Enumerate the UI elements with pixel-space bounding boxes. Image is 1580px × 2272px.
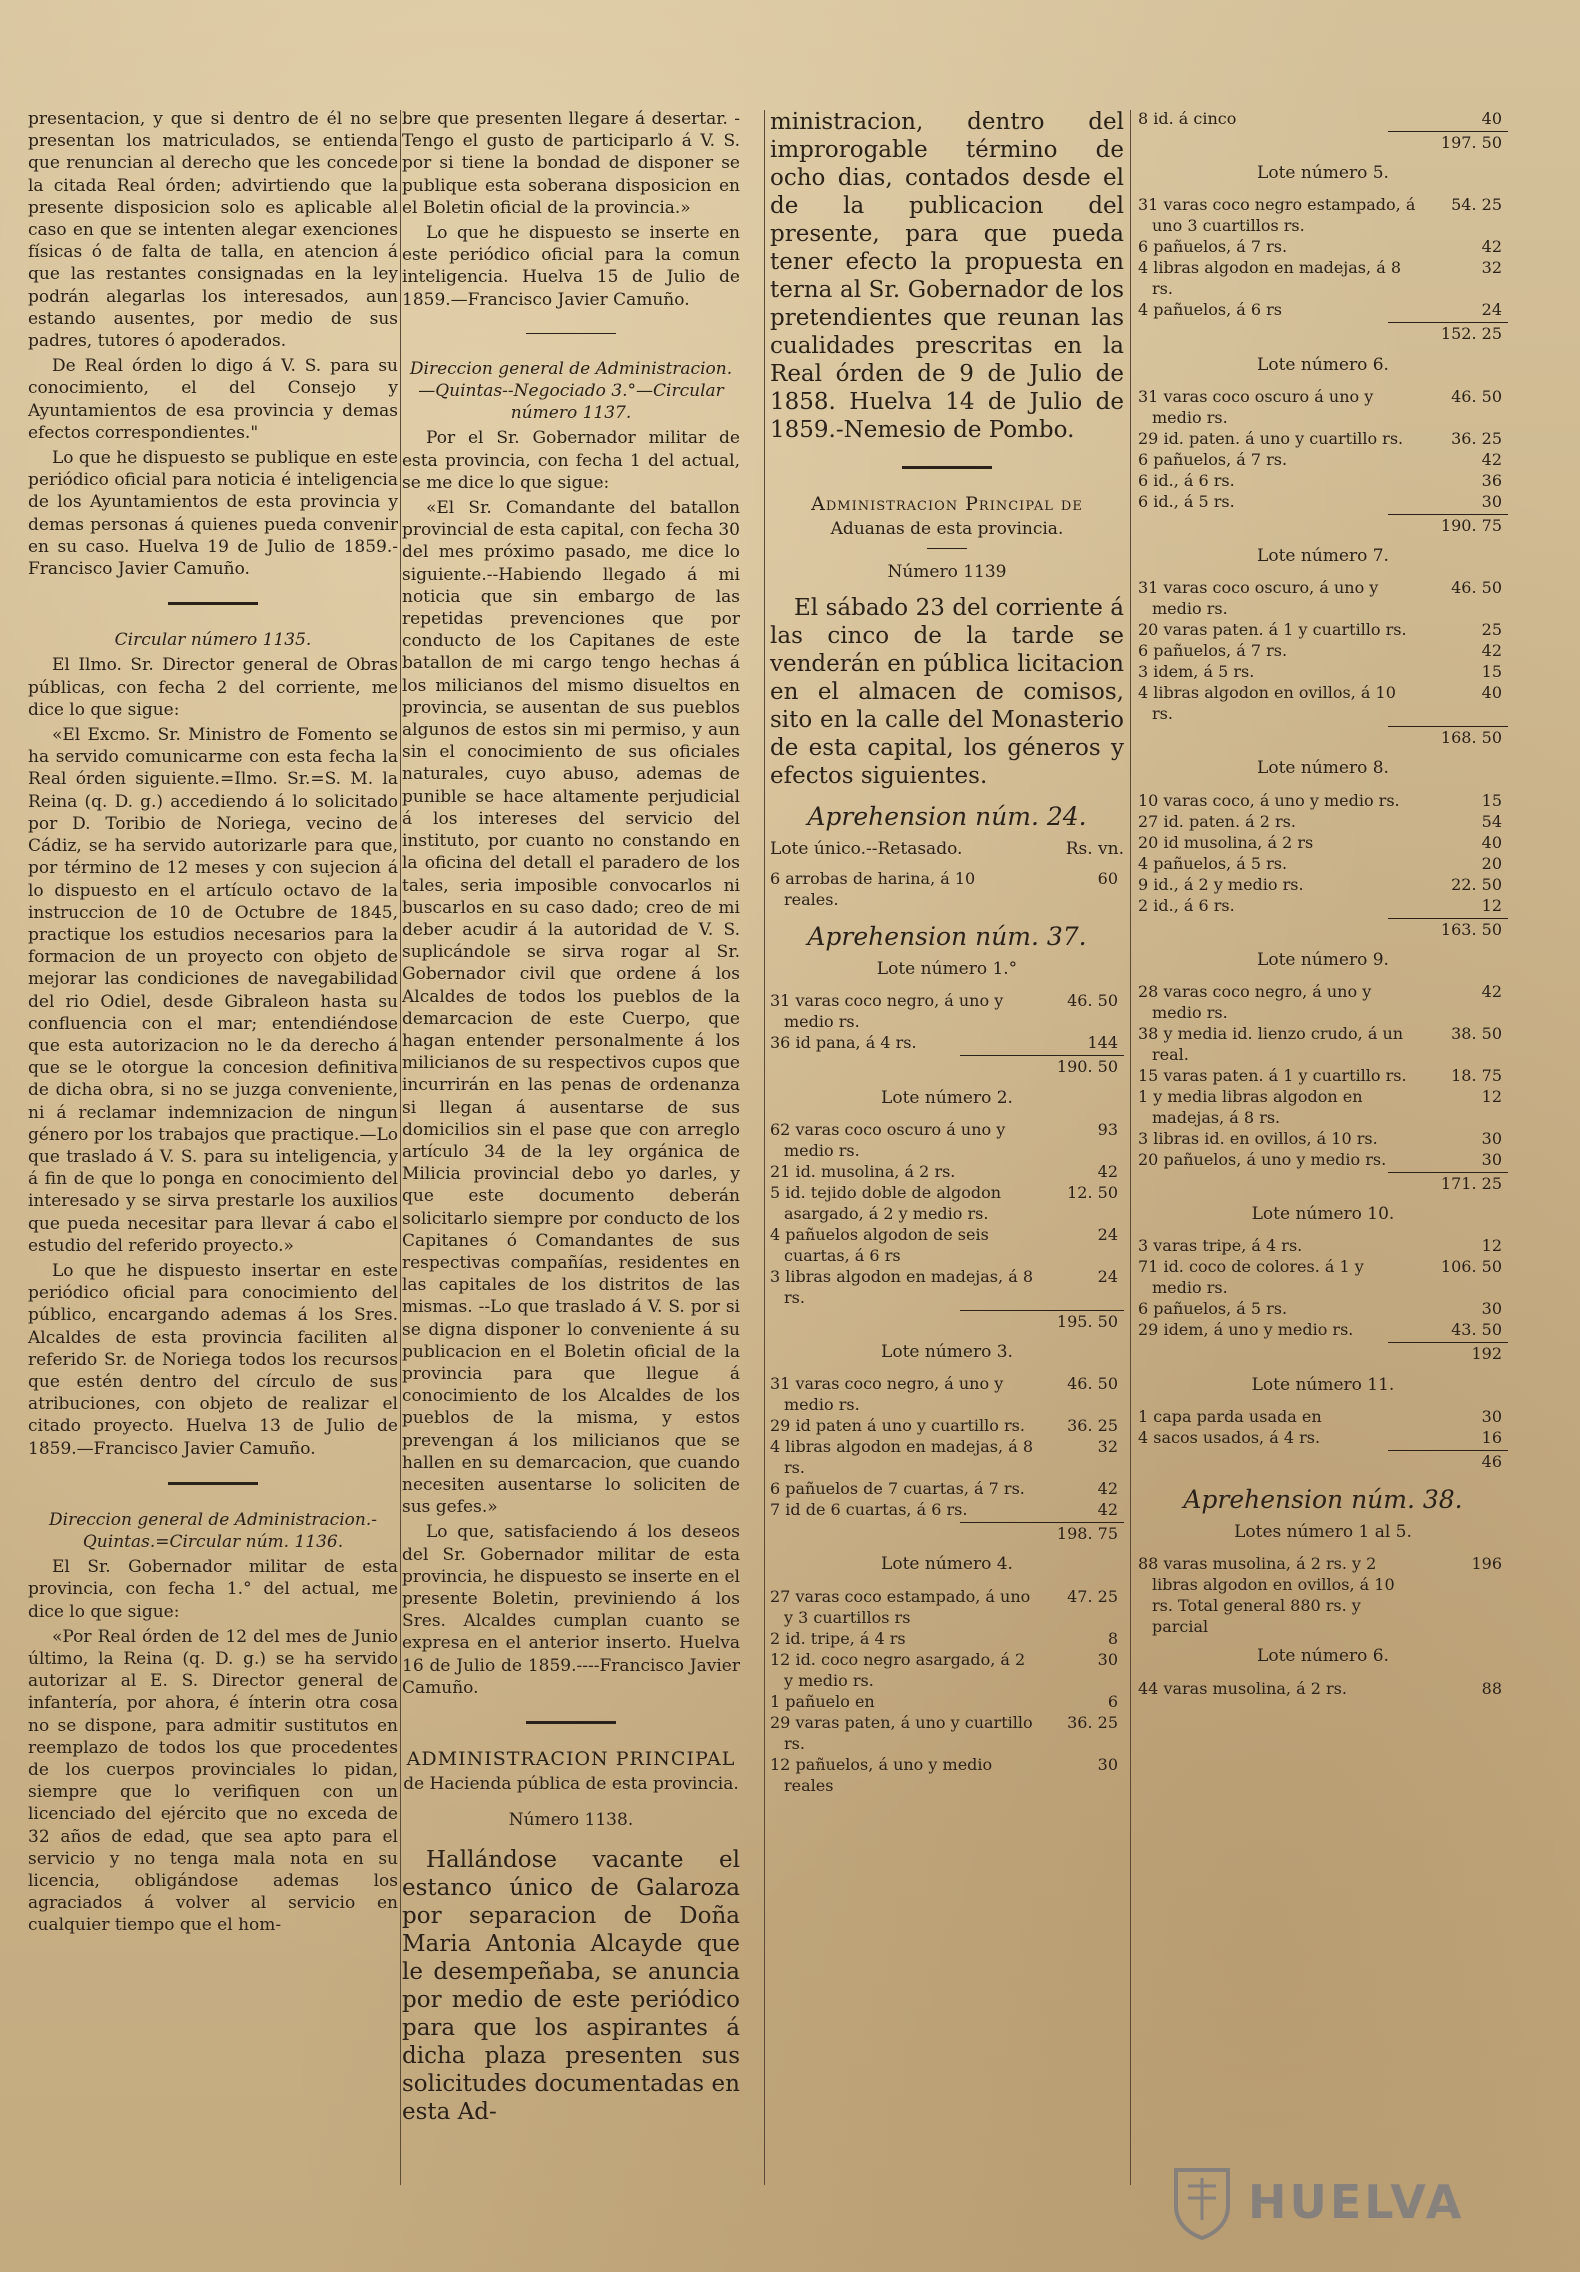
paragraph: De Real órden lo digo á V. S. para su conocimiento, el del Consejo y Ayuntamientos de esa provincia y demas efectos correspondientes." <box>28 356 398 443</box>
item-description: 3 idem, á 5 rs. <box>1138 662 1255 682</box>
item-description: 27 id. paten. á 2 rs. <box>1138 811 1296 831</box>
item-description: 31 varas coco negro estampado, á uno 3 cuartillos rs. <box>1138 195 1416 236</box>
item-description: 4 libras algodon en madejas, á 8 rs. <box>770 1437 1033 1478</box>
lot-items <box>1138 1235 1508 1340</box>
lot-items <box>1138 194 1508 320</box>
item-description: 21 id. musolina, á 2 rs. <box>770 1161 956 1181</box>
lot-item <box>1138 811 1508 832</box>
item-description: 4 sacos usados, á 4 rs. <box>1138 1427 1321 1447</box>
item-description: 1 capa parda usada en <box>1138 1406 1322 1426</box>
lot-item <box>1138 1298 1508 1319</box>
lot-total: 163. 50 <box>1388 918 1508 941</box>
lot-items <box>1138 386 1508 512</box>
item-value: 30 <box>1097 1649 1118 1669</box>
lot-item <box>1138 428 1508 449</box>
lot-heading: Lote número 1.° <box>876 959 1018 980</box>
item-description: 29 idem, á uno y medio rs. <box>1138 1320 1354 1340</box>
item-description: 88 varas musolina, á 2 rs. y 2 libras algodon en ovillos, á 10 rs. Total general 880 rs. y parcial <box>1138 1554 1395 1637</box>
paragraph: Lo que, satisfaciendo á los deseos del Sr. Gobernador militar de esta provincia, he dispuesto se inserte en el presente Boletin, previniendo á los Sres. Alcaldes cumplan cuanto se expresa en el anterior inserto. Huelva 16 de Julio de 1859.----Francisco Javier Camuño. <box>402 1522 740 1698</box>
lot-item <box>770 1182 1124 1224</box>
item-description: 28 varas coco negro, á uno y medio rs. <box>1138 982 1372 1023</box>
lot-heading: Lote número 6. <box>1257 354 1389 375</box>
item-description: 6 id., á 6 rs. <box>1138 470 1235 490</box>
item-value: 42 <box>1481 449 1502 469</box>
item-value: 6 <box>1107 1691 1118 1711</box>
item-value: 12 <box>1481 1087 1502 1107</box>
lot-heading: Lote número 10. <box>1251 1204 1395 1225</box>
section-heading: ADMINISTRACION PRINCIPAL <box>406 1748 736 1771</box>
section-subheading: de Hacienda pública de esta provincia. <box>403 1774 739 1795</box>
lot-item <box>1138 194 1508 236</box>
item-value: 30 <box>1097 1754 1118 1774</box>
lot-item <box>770 1691 1124 1712</box>
item-description: 8 id. á cinco <box>1138 109 1237 128</box>
lot-item <box>1138 1427 1508 1448</box>
lot-items <box>1138 108 1508 129</box>
item-value: 30 <box>1481 1129 1502 1149</box>
item-value: 25 <box>1481 620 1502 640</box>
section-divider <box>902 466 992 469</box>
section-heading: Administracion Principal de <box>811 493 1083 515</box>
item-description: 4 libras algodon en madejas, á 8 rs. <box>1138 258 1401 299</box>
lot-item <box>1138 1023 1508 1065</box>
item-description: 15 varas paten. á 1 y cuartillo rs. <box>1138 1066 1407 1086</box>
item-value: 54 <box>1481 811 1502 831</box>
item-value: 46. 50 <box>1067 991 1118 1011</box>
lot-item <box>1138 853 1508 874</box>
paragraph: bre que presenten llegare á desertar. -Tengo el gusto de participarlo á V. S. por si tiene la bondad de disponer se publique esta soberana disposicion en el Boletin oficial de la provincia.» <box>402 109 740 218</box>
item-description: 4 pañuelos, á 5 rs. <box>1138 853 1288 873</box>
item-description: 3 libras id. en ovillos, á 10 rs. <box>1138 1129 1378 1149</box>
lot-heading: Lote número 7. <box>1257 546 1389 567</box>
lot-item <box>1138 790 1508 811</box>
section-subheading: Aduanas de esta provincia. <box>830 519 1064 540</box>
item-description: 5 id. tejido doble de algodon asargado, á 2 y medio rs. <box>770 1182 1002 1223</box>
paragraph: «Por Real órden de 12 del mes de Junio último, la Reina (q. D. g.) se ha servido autorizar al E. S. Director general de infantería, por ahora, é ínterin otra cosa no se dispone, para admitir sustitutos en reemplazo de todos los que procedentes de los cuerpos provinciales lo pidan, siempre que lo verifiquen con un licenciado del ejército que no exceda de 32 años de edad, que sea apto para el servicio y no tenga mala nota en su licencia, obligándose ademas los agraciados á volver al servicio en cualquier tiempo que el hom- <box>28 1626 398 1936</box>
lot-items <box>1138 1406 1508 1448</box>
lot-item <box>770 1032 1124 1053</box>
item-value: 42 <box>1097 1161 1118 1181</box>
lot-heading: Lote número 8. <box>1257 758 1389 779</box>
lot-item <box>770 1499 1124 1520</box>
item-description: 31 varas coco negro, á uno y medio rs. <box>770 1374 1004 1415</box>
item-description: 29 varas paten, á uno y cuartillo rs. <box>770 1712 1033 1753</box>
item-value: 24 <box>1097 1266 1118 1286</box>
lot-items <box>1138 790 1508 916</box>
column-rule <box>1130 110 1131 2185</box>
item-description: 6 pañuelos de 7 cuartas, á 7 rs. <box>770 1479 1025 1499</box>
item-value: 46. 50 <box>1067 1374 1118 1394</box>
lot-item <box>1138 1086 1508 1128</box>
lot-item <box>770 1266 1124 1308</box>
lot-heading: Lote número 6. <box>1257 1646 1389 1667</box>
item-description: 38 y media id. lienzo crudo, á un real. <box>1138 1024 1404 1065</box>
item-value: 36 <box>1481 470 1502 490</box>
item-description: 7 id de 6 cuartas, á 6 rs. <box>770 1500 968 1520</box>
lot-items <box>770 1119 1124 1308</box>
lot-items <box>1138 577 1508 724</box>
column-rule <box>764 110 765 2185</box>
item-value: 24 <box>1481 300 1502 320</box>
item-value: 12 <box>1481 895 1502 915</box>
item-value: 144 <box>1087 1033 1118 1053</box>
lot-item <box>770 990 1124 1032</box>
lot-item <box>1138 981 1508 1023</box>
item-value: 18. 75 <box>1451 1066 1502 1086</box>
item-value: 16 <box>1481 1427 1502 1447</box>
item-description: 6 arrobas de harina, á 10 reales. <box>770 869 976 910</box>
lot-total: 192 <box>1388 1342 1508 1365</box>
lot-item <box>1138 1406 1508 1427</box>
item-value: 22. 50 <box>1451 874 1502 894</box>
item-description: 20 pañuelos, á uno y medio rs. <box>1138 1150 1387 1170</box>
paragraph: «El Excmo. Sr. Ministro de Fomento se ha servido comunicarme con esta fecha la Real órden siguiente.=Ilmo. Sr.=S. M. la Reina (q. D. g.) accediendo á lo solicitado por D. Toribio de Noriega, vecino de Cádiz, se ha servido autorizarle para que, por término de 12 meses y con sujecion á lo dispuesto en el artículo octavo de la instruccion de 10 de Octubre de 1845, practique los estudios necesarios para la formacion de un proyecto con objeto de mejorar las condiciones de navegabilidad del rio Odiel, desde Gibraleon hasta su confluencia con el mar; entendiéndose que esta autorizacion no le da derecho á que se le otorgue la concesion definitiva de dicha obra, si no se juzga conveniente, ni á reclamar indemnizacion de ningun género por los trabajos que practique.—Lo que traslado á V. S. para su inteligencia, y á fin de que lo ponga en conocimiento del interesado y se sirva prestarle los auxilios que pueda necesitar para llevar á cabo el estudio del referido proyecto.» <box>28 725 398 1256</box>
paragraph: presentacion, y que si dentro de él no se presentan los matriculados, se entienda que renuncian al derecho que les concede la citada Real órden; advirtiendo que la presente disposicion solo es aplicable al caso en que se intenten alegar exenciones físicas ó de falta de talla, en atencion á que las restantes consignadas en la ley podrán alegarlas los interesados, aun estando ausentes, por medio de sus padres, tutores ó apoderados. <box>28 109 398 352</box>
item-description: 31 varas coco oscuro, á uno y medio rs. <box>1138 578 1379 619</box>
lot-item <box>770 1586 1124 1628</box>
item-value: 42 <box>1097 1479 1118 1499</box>
seizure-heading: Aprehension núm. 24. <box>807 801 1087 831</box>
item-description: 4 libras algodon en ovillos, á 10 rs. <box>1138 683 1396 724</box>
item-value: 42 <box>1097 1500 1118 1520</box>
notice-number: Número 1138. <box>508 1810 634 1831</box>
item-description: 6 id., á 5 rs. <box>1138 491 1235 511</box>
item-value: 15 <box>1481 790 1502 810</box>
lot-item <box>1138 1235 1508 1256</box>
seizure-heading: Aprehension núm. 38. <box>1183 1485 1463 1515</box>
lot-item <box>1138 682 1508 724</box>
lot-item <box>1138 386 1508 428</box>
lot-item <box>1138 1128 1508 1149</box>
lot-item <box>1138 470 1508 491</box>
lot-item <box>770 1119 1124 1161</box>
watermark-text: HUELVA <box>1248 2175 1465 2229</box>
table-header <box>770 838 1124 860</box>
item-description: 44 varas musolina, á 2 rs. <box>1138 1678 1347 1698</box>
item-description: 6 pañuelos, á 7 rs. <box>1138 641 1288 661</box>
item-description: 20 varas paten. á 1 y cuartillo rs. <box>1138 620 1407 640</box>
paragraph: El sábado 23 del corriente á las cinco de la tarde se venderán en pública licitacion en el almacen de comisos, sito en la calle del Monasterio de esta capital, los géneros y efectos siguientes. <box>770 594 1124 789</box>
lot-item <box>770 1224 1124 1266</box>
item-description: 20 id musolina, á 2 rs <box>1138 832 1314 852</box>
lot-items <box>770 868 1124 910</box>
lot-item <box>1138 661 1508 682</box>
lot-total: 197. 50 <box>1388 131 1508 154</box>
lot-total: 171. 25 <box>1388 1172 1508 1195</box>
paragraph: «El Sr. Comandante del batallon provincial de esta capital, con fecha 30 del mes próximo pasado, me dice lo siguiente.--Habiendo llegado á mi noticia que sin embargo de las repetidas prevenciones que por conducto de los Capitanes de este batallon de mi cargo tengo hechas á los milicianos del mismo disueltos en provincia, se ausentan de sus pueblos algunos de estos sin mi permiso, y aun sin el conocimiento de sus oficiales naturales, cuyo abuso, ademas de punible se hace altamente perjudicial á los intereses del servicio del instituto, por cuanto no constando en la oficina del detall el paradero de los tales, seria imposible convocarlos ni buscarlos en su caso dado; creo de mi deber acudir á la autoridad de V. S. suplicándole se sirva rogar al Sr. Gobernador civil que ordene á los Alcaldes de todos los pueblos de la demarcacion de este Cuerpo, que hagan entender personalmente á los milicianos de su respectivos cupos que incurrirán en las penas de ordenanza si llegan á ausentarse de sus domicilios sin el pase que con arreglo artículo 34 de la ley orgánica de Milicia provincial debo yo darles, y que este documento deberán solicitarlo siempre por conducto de los Capitanes ó Comandantes de sus respectivas compañías, residentes en las capitales de los distritos de las mismas. --Lo que traslado á V. S. por si se digna disponer lo conveniente á su publicacion en el Boletin oficial de la provincia para que llegue á conocimiento de los Alcaldes de los pueblos de la misma, y estos prevengan á los milicianos que se hallen en su demarcacion, que cuando necesiten ausentarse lo soliciten de sus gefes.» <box>402 498 740 1518</box>
lot-item <box>1138 874 1508 895</box>
paragraph: El Ilmo. Sr. Director general de Obras públicas, con fecha 2 del corriente, me dice lo que sigue: <box>28 655 398 720</box>
column-1 <box>28 108 398 1940</box>
lot-item <box>1138 299 1508 320</box>
item-value: 46. 50 <box>1451 386 1502 406</box>
lot-heading: Lote número 11. <box>1251 1374 1395 1395</box>
item-value: 40 <box>1481 109 1502 128</box>
item-value: 46. 50 <box>1451 578 1502 598</box>
item-value: 36. 25 <box>1067 1416 1118 1436</box>
lot-items <box>1138 1553 1508 1637</box>
lot-heading: Lote número 9. <box>1257 949 1389 970</box>
lot-items <box>1138 1678 1508 1699</box>
lot-item <box>1138 619 1508 640</box>
item-value: 30 <box>1481 1150 1502 1170</box>
lot-item <box>770 1478 1124 1499</box>
lot-item <box>1138 1319 1508 1340</box>
lot-item <box>1138 640 1508 661</box>
currency-label: Rs. vn. <box>1065 838 1124 859</box>
item-value: 36. 25 <box>1451 428 1502 448</box>
item-value: 88 <box>1481 1678 1502 1698</box>
item-value: 42 <box>1481 237 1502 257</box>
lot-label: Lote único.--Retasado. <box>770 838 963 859</box>
item-value: 20 <box>1481 853 1502 873</box>
paragraph: ministracion, dentro del improrogable término de ocho dias, contados desde el de la publicacion del presente, para que pueda tener efecto la propuesta en terna al Sr. Gobernador de los pretendientes que reunan las cualidades prescritas en la Real órden de 9 de Julio de 1858. Huelva 14 de Julio de 1859.-Nemesio de Pombo. <box>770 109 1124 443</box>
item-value: 12. 50 <box>1067 1182 1118 1202</box>
lot-total: 46 <box>1388 1450 1508 1473</box>
paragraph: El Sr. Gobernador militar de esta provincia, con fecha 1.° del actual, me dice lo que sigue: <box>28 1557 398 1622</box>
item-description: 71 id. coco de colores. á 1 y medio rs. <box>1138 1257 1364 1298</box>
column-3 <box>770 108 1124 1796</box>
lot-total: 190. 75 <box>1388 514 1508 537</box>
lot-item <box>770 1712 1124 1754</box>
column-2 <box>402 108 740 2129</box>
lot-item <box>770 1415 1124 1436</box>
item-description: 6 pañuelos, á 7 rs. <box>1138 237 1288 257</box>
item-value: 38. 50 <box>1451 1024 1502 1044</box>
item-description: 12 id. coco negro asargado, á 2 y medio rs. <box>770 1649 1026 1690</box>
lot-item <box>1138 257 1508 299</box>
lot-item <box>1138 1065 1508 1086</box>
circular-heading: Circular número 1135. <box>114 630 312 651</box>
lot-total: 152. 25 <box>1388 322 1508 345</box>
lot-item <box>1138 1256 1508 1298</box>
item-value: 30 <box>1481 1406 1502 1426</box>
item-value: 24 <box>1097 1224 1118 1244</box>
lot-item <box>770 1161 1124 1182</box>
item-value: 60 <box>1097 869 1118 889</box>
item-value: 32 <box>1481 258 1502 278</box>
item-description: 29 id paten á uno y cuartillo rs. <box>770 1416 1025 1436</box>
lot-item <box>1138 895 1508 916</box>
lot-total: 198. 75 <box>960 1522 1124 1545</box>
item-value: 30 <box>1481 491 1502 511</box>
lot-items <box>1138 981 1508 1170</box>
paragraph: Lo que he dispuesto se publique en este periódico oficial para noticia é inteligencia de los Ayuntamientos de esta provincia y demas personas á quienes pueda convenir en su caso. Huelva 19 de Julio de 1859.-Francisco Javier Camuño. <box>28 448 398 580</box>
item-value: 106. 50 <box>1440 1257 1502 1277</box>
item-description: 2 id., á 6 rs. <box>1138 895 1235 915</box>
lot-item <box>1138 491 1508 512</box>
item-value: 12 <box>1481 1236 1502 1256</box>
paragraph: Hallándose vacante el estanco único de Galaroza por separacion de Doña Maria Antonia Alcayde que le desempeñaba, se anuncia por medio de este periódico para que los aspirantes á dicha plaza presenten sus solicitudes documentadas en esta Ad- <box>402 1846 740 2125</box>
lot-item <box>770 1754 1124 1796</box>
lot-heading: Lote número 4. <box>881 1554 1013 1575</box>
item-description: 62 varas coco oscuro á uno y medio rs. <box>770 1119 1006 1160</box>
item-value: 32 <box>1097 1437 1118 1457</box>
lot-total: 190. 50 <box>960 1055 1124 1078</box>
item-value: 196 <box>1471 1554 1502 1574</box>
lot-item <box>1138 1553 1508 1637</box>
item-value: 42 <box>1481 982 1502 1002</box>
seizure-heading: Aprehension núm. 37. <box>807 922 1087 952</box>
lot-total: 195. 50 <box>960 1310 1124 1333</box>
notice-number: Número 1139 <box>887 562 1007 583</box>
section-divider <box>526 1721 616 1724</box>
item-description: 31 varas coco oscuro á uno y medio rs. <box>1138 386 1374 427</box>
item-description: 3 varas tripe, á 4 rs. <box>1138 1236 1303 1256</box>
item-value: 40 <box>1481 832 1502 852</box>
paragraph: Lo que he dispuesto se inserte en este periódico oficial para la comun inteligencia. Huelva 15 de Julio de 1859.—Francisco Javier Camuño. <box>402 223 740 310</box>
item-value: 15 <box>1481 662 1502 682</box>
lot-item <box>1138 449 1508 470</box>
lot-heading: Lotes número 1 al 5. <box>1234 1522 1412 1543</box>
item-description: 4 pañuelos algodon de seis cuartas, á 6 rs <box>770 1224 989 1265</box>
section-divider <box>168 602 258 605</box>
item-value: 93 <box>1097 1119 1118 1139</box>
lot-heading: Lote número 2. <box>881 1087 1013 1108</box>
section-divider <box>168 1482 258 1485</box>
item-value: 43. 50 <box>1451 1320 1502 1340</box>
lot-heading: Lote número 3. <box>881 1342 1013 1363</box>
crest-icon <box>1170 2164 1234 2240</box>
lot-item <box>1138 577 1508 619</box>
column-4 <box>1138 108 1508 1699</box>
circular-heading: Direccion general de Administracion. —Quintas--Negociado 3.°—Circular número 1137. <box>409 358 733 424</box>
column-rule <box>400 110 401 2185</box>
lot-items <box>770 1586 1124 1796</box>
item-value: 30 <box>1481 1299 1502 1319</box>
item-description: 6 pañuelos, á 5 rs. <box>1138 1299 1288 1319</box>
item-value: 42 <box>1481 641 1502 661</box>
lot-items <box>770 990 1124 1053</box>
lot-item <box>770 1649 1124 1691</box>
item-value: 54. 25 <box>1451 195 1502 215</box>
item-description: 6 pañuelos, á 7 rs. <box>1138 449 1288 469</box>
lot-heading: Lote número 5. <box>1257 163 1389 184</box>
item-description: 10 varas coco, á uno y medio rs. <box>1138 790 1400 810</box>
item-description: 3 libras algodon en madejas, á 8 rs. <box>770 1266 1033 1307</box>
item-value: 8 <box>1107 1628 1118 1648</box>
circular-heading: Direccion general de Administracion.-Quintas.=Circular núm. 1136. <box>49 1509 377 1552</box>
item-description: 1 y media libras algodon en madejas, á 8 rs. <box>1138 1087 1363 1128</box>
item-value: 40 <box>1481 683 1502 703</box>
library-watermark <box>1170 2162 1510 2242</box>
section-divider <box>927 548 967 549</box>
item-description: 29 id. paten. á uno y cuartillo rs. <box>1138 428 1404 448</box>
item-value: 47. 25 <box>1067 1586 1118 1606</box>
lot-item <box>1138 1678 1508 1699</box>
lot-item <box>770 1628 1124 1649</box>
lot-item <box>1138 832 1508 853</box>
lot-items <box>770 1373 1124 1520</box>
section-divider <box>526 333 616 334</box>
item-description: 36 id pana, á 4 rs. <box>770 1033 917 1053</box>
lot-item <box>1138 236 1508 257</box>
item-description: 2 id. tripe, á 4 rs <box>770 1628 906 1648</box>
lot-item <box>1138 108 1508 129</box>
lot-total: 168. 50 <box>1388 726 1508 749</box>
item-description: 27 varas coco estampado, á uno y 3 cuartillos rs <box>770 1586 1031 1627</box>
item-description: 9 id., á 2 y medio rs. <box>1138 874 1304 894</box>
item-description: 1 pañuelo en <box>770 1691 875 1711</box>
paragraph: Lo que he dispuesto insertar en este periódico oficial para conocimiento del público, encargando ademas á los Sres. Alcaldes de esta provincia faciliten al referido Sr. de Noriega todos los recursos que estén dentro del círculo de sus atribuciones, con objeto de realizar el citado proyecto. Huelva 13 de Julio de 1859.—Francisco Javier Camuño. <box>28 1260 398 1459</box>
lot-item <box>770 1436 1124 1478</box>
item-description: 4 pañuelos, á 6 rs <box>1138 300 1283 320</box>
paragraph: Por el Sr. Gobernador militar de esta provincia, con fecha 1 del actual, se me dice lo que sigue: <box>402 428 740 493</box>
item-description: 12 pañuelos, á uno y medio reales <box>770 1754 993 1795</box>
item-value: 36. 25 <box>1067 1712 1118 1732</box>
item-description: 31 varas coco negro, á uno y medio rs. <box>770 991 1004 1032</box>
lot-item <box>1138 1149 1508 1170</box>
lot-item <box>770 1373 1124 1415</box>
lot-item <box>770 868 1124 910</box>
